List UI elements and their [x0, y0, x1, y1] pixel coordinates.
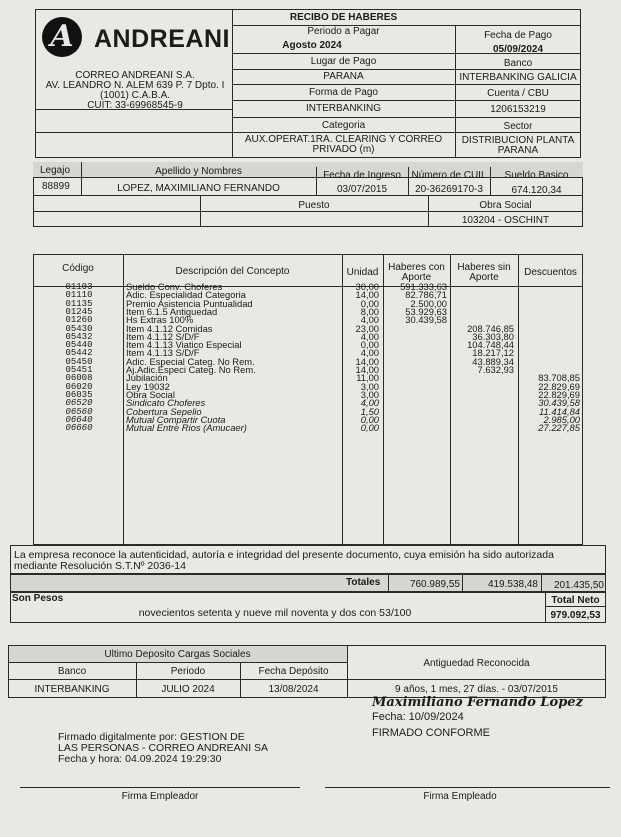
deposit-fecha-value: 13/08/2024 — [268, 684, 319, 695]
lugar-label: Lugar de Pago — [310, 56, 377, 67]
row-unidad: 3,00 — [360, 380, 379, 392]
row-codigo: 06660 — [65, 423, 93, 434]
notice-line: mediante Resolución S.T.Nº 2036-14 — [14, 560, 186, 572]
row-haberes-sin: 36.303,80 — [472, 330, 514, 342]
row-codigo: 01245 — [65, 306, 93, 317]
total-descuentos: 201.435,50 — [553, 580, 604, 591]
row-codigo: 06020 — [65, 381, 93, 392]
firma-empleado: Firma Empleado — [423, 791, 497, 802]
row-descripcion: Sueldo Conv. Choferes — [126, 281, 223, 292]
deposit-banco-label: Banco — [57, 666, 87, 677]
row-codigo: 05451 — [65, 365, 93, 375]
row-descripcion: Jubilación — [126, 372, 168, 384]
categoria-value — [232, 135, 455, 155]
row-descripcion: Ley 19032 — [126, 380, 170, 392]
periodo-value: Agosto 2024 — [282, 40, 342, 51]
row-codigo: 05440 — [65, 340, 93, 351]
logo-name: ANDREANI — [94, 25, 230, 53]
col-haberes-con — [383, 263, 450, 283]
row-unidad: 3,00 — [360, 388, 379, 400]
sector-value-line: DISTRIBUCION PLANTA — [461, 135, 575, 146]
employee-signature: Maximiliano Fernando Lopez — [372, 695, 583, 710]
row-unidad: 30,00 — [355, 281, 379, 292]
signature-date: Fecha: 10/09/2024 — [372, 711, 464, 723]
categoria-value-line: PRIVADO (m) — [312, 144, 375, 155]
nombre-value: LOPEZ, MAXIMILIANO FERNANDO — [117, 183, 280, 194]
antiguedad-value: 9 años, 1 mes, 27 días. - 03/07/2015 — [395, 684, 558, 695]
col-descuentos: Descuentos — [524, 267, 577, 278]
row-descripcion: Obra Social — [126, 388, 175, 400]
sueldo-label: Sueldo Basico — [504, 170, 569, 181]
row-descripcion: Mutual Entre Rios (Amucaer) — [126, 422, 247, 434]
row-descripcion: Premio Asistencia Puntualidad — [126, 297, 253, 309]
cuenta-value: 1206153219 — [490, 104, 546, 115]
row-descuento: 2.985,00 — [543, 413, 580, 425]
col-haberes-sin — [450, 263, 518, 283]
row-descuento: 27.227,85 — [538, 422, 580, 434]
obra-label: Obra Social — [479, 200, 532, 211]
ingreso-value: 03/07/2015 — [336, 184, 388, 195]
firma-empleador: Firma Empleador — [121, 791, 199, 802]
row-unidad: 0,00 — [360, 339, 379, 351]
son-pesos-value: novecientos setenta y nueve mil noventa y dos con 53/100 — [138, 607, 412, 619]
row-haberes-sin: 7.632,93 — [477, 364, 514, 375]
receipt-title: RECIBO DE HABERES — [289, 12, 398, 23]
address-line: (1001) C.A.B.A. — [99, 90, 171, 101]
sector-value — [455, 136, 581, 156]
address-line: CUIT: 33-69968545-9 — [87, 100, 183, 111]
banco-label: Banco — [503, 58, 533, 69]
row-codigo: 01135 — [65, 298, 93, 309]
row-descuento: 22.829,69 — [538, 380, 580, 392]
fecha-pago-value: 05/09/2024 — [492, 44, 544, 55]
deposit-periodo-label: Periodo — [170, 666, 206, 677]
row-descripcion: Item 4.1.12 Comidas — [126, 322, 213, 334]
row-codigo: 06520 — [65, 398, 93, 409]
legajo-value: 88899 — [42, 181, 70, 192]
row-unidad: 1,50 — [360, 405, 379, 417]
row-haberes-sin: 104.748,44 — [467, 339, 514, 351]
total-sin: 419.538,48 — [487, 579, 538, 590]
neto-value: 979.092,53 — [550, 610, 601, 621]
row-descuento: 83.708,85 — [538, 372, 580, 384]
row-haberes-con: 82.786,71 — [405, 289, 447, 301]
row-haberes-con: 2.500,00 — [410, 297, 447, 309]
col-haberes-sin-line: Haberes sin — [457, 262, 511, 273]
row-descripcion: Item 4.1.12 S/D/F — [126, 330, 200, 342]
row-haberes-con: 591.333,63 — [400, 281, 447, 292]
row-unidad: 14,00 — [355, 364, 379, 375]
row-unidad: 0,00 — [360, 422, 379, 434]
row-descripcion: Item 6.1.5 Antiguedad — [126, 305, 218, 317]
antiguedad-label: Antiguedad Reconocida — [423, 658, 530, 669]
periodo-label: Periodo a Pagar — [307, 26, 380, 37]
logo-a-icon: A — [42, 17, 82, 57]
cuenta-label: Cuenta / CBU — [487, 88, 549, 99]
digital-signature — [58, 732, 268, 765]
row-descripcion: Item 4.1.13 Viatico Especial — [126, 339, 242, 351]
sector-value-line: PARANA — [497, 145, 539, 156]
totales-label: Totales — [346, 577, 381, 588]
row-descripcion: Aj.Adic.Especi Categ. No Rem. — [126, 364, 256, 375]
row-codigo: 06008 — [65, 373, 93, 384]
total-con: 760.989,55 — [409, 579, 460, 590]
forma-label: Forma de Pago — [309, 87, 378, 98]
row-unidad: 14,00 — [355, 289, 379, 301]
banco-value: INTERBANKING GALICIA — [459, 72, 577, 83]
row-haberes-con: 30.439,58 — [405, 314, 447, 326]
obra-value: 103204 - OSCHINT — [461, 215, 550, 226]
cuil-label: Número de CUIL — [411, 170, 487, 181]
ingreso-label: Fecha de Ingreso — [323, 170, 401, 181]
row-codigo: 05450 — [65, 356, 93, 367]
cuil-value: 20-36269170-3 — [415, 184, 483, 195]
deposit-fecha-label: Fecha Depósito — [258, 666, 329, 677]
son-pesos-label: Son Pesos — [12, 593, 64, 604]
col-descripcion: Descripción del Concepto — [175, 266, 290, 277]
row-descripcion: Sindicato Choferes — [126, 397, 206, 409]
digital-signature-line: Fecha y hora: 04.09.2024 19:29:30 — [58, 753, 222, 765]
row-haberes-sin: 43.889,34 — [472, 355, 514, 367]
row-unidad: 0,00 — [360, 413, 379, 425]
col-unidad: Unidad — [346, 267, 379, 278]
row-codigo: 06640 — [65, 414, 93, 425]
row-unidad: 8,00 — [360, 305, 379, 317]
row-descripcion: Item 4.1.13 S/D/F — [126, 347, 200, 359]
deposit-periodo-value: JULIO 2024 — [161, 684, 215, 695]
digital-signature-line: Firmado digitalmente por: GESTION DE — [58, 731, 245, 743]
sector-label: Sector — [503, 121, 533, 132]
sueldo-value: 674.120,34 — [511, 185, 562, 196]
row-codigo: 01260 — [65, 315, 93, 326]
row-codigo: 01110 — [65, 290, 93, 301]
row-descripcion: Cobertura Sepelio — [126, 405, 202, 417]
neto-label: Total Neto — [551, 595, 600, 606]
row-descripcion: Adic. Especialidad Categoria — [126, 289, 246, 301]
categoria-value-line: AUX.OPERAT.1RA. CLEARING Y CORREO — [244, 134, 443, 145]
row-unidad: 14,00 — [355, 355, 379, 367]
puesto-label: Puesto — [298, 200, 330, 211]
nombre-label: Apellido y Nombres — [155, 166, 242, 177]
row-codigo: 06560 — [65, 406, 93, 417]
row-haberes-sin: 208.746,85 — [467, 322, 514, 334]
row-unidad: 11,00 — [356, 372, 379, 384]
row-descripcion: Mutual Compartir Cuota — [126, 413, 226, 425]
deposit-title: Ultimo Deposito Cargas Sociales — [104, 649, 251, 660]
row-unidad: 23,00 — [355, 322, 379, 334]
address-line: CORREO ANDREANI S.A. — [75, 70, 195, 81]
row-codigo: 01103 — [65, 282, 93, 292]
notice-text — [14, 550, 554, 572]
row-haberes-sin: 18.217,12 — [472, 347, 514, 359]
row-unidad: 4,00 — [360, 330, 379, 342]
row-unidad: 4,00 — [360, 314, 379, 326]
row-descripcion: Hs Extras 100% — [126, 314, 194, 326]
col-haberes-con-line: Haberes con — [388, 262, 445, 273]
row-unidad: 4,00 — [360, 397, 379, 409]
row-descuento: 11.414,84 — [538, 405, 580, 417]
row-unidad: 4,00 — [360, 347, 379, 359]
row-descuento: 22.829,69 — [538, 388, 580, 400]
fecha-pago-label: Fecha de Pago — [484, 30, 552, 41]
legajo-label: Legajo — [40, 165, 71, 176]
col-codigo: Código — [62, 263, 94, 274]
row-codigo: 05442 — [65, 348, 93, 359]
address-line: AV. LEANDRO N. ALEM 639 P. 7 Dpto. I — [45, 80, 225, 91]
col-haberes-sin-line: Aporte — [469, 272, 499, 283]
categoria-label: Categoria — [321, 120, 366, 131]
firmado-conforme: FIRMADO CONFORME — [372, 727, 490, 739]
forma-value: INTERBANKING — [305, 103, 381, 114]
row-codigo: 06035 — [65, 389, 93, 400]
row-haberes-con: 53.929,63 — [405, 305, 447, 317]
row-codigo: 05432 — [65, 331, 93, 342]
row-unidad: 0,00 — [360, 297, 379, 309]
digital-signature-line: LAS PERSONAS - CORREO ANDREANI SA — [58, 742, 269, 754]
row-descuento: 30.439,58 — [538, 397, 580, 409]
lugar-value: PARANA — [323, 71, 364, 82]
col-haberes-con-line: Aporte — [401, 272, 432, 283]
deposit-banco-value: INTERBANKING — [34, 684, 110, 695]
notice-line: La empresa reconoce la autenticidad, autoría e integridad del presente documento, cuya emisión ha sido autorizada — [14, 549, 554, 561]
row-descripcion: Adic. Especial Categ. No Rem. — [126, 355, 255, 367]
row-codigo: 05430 — [65, 323, 93, 334]
